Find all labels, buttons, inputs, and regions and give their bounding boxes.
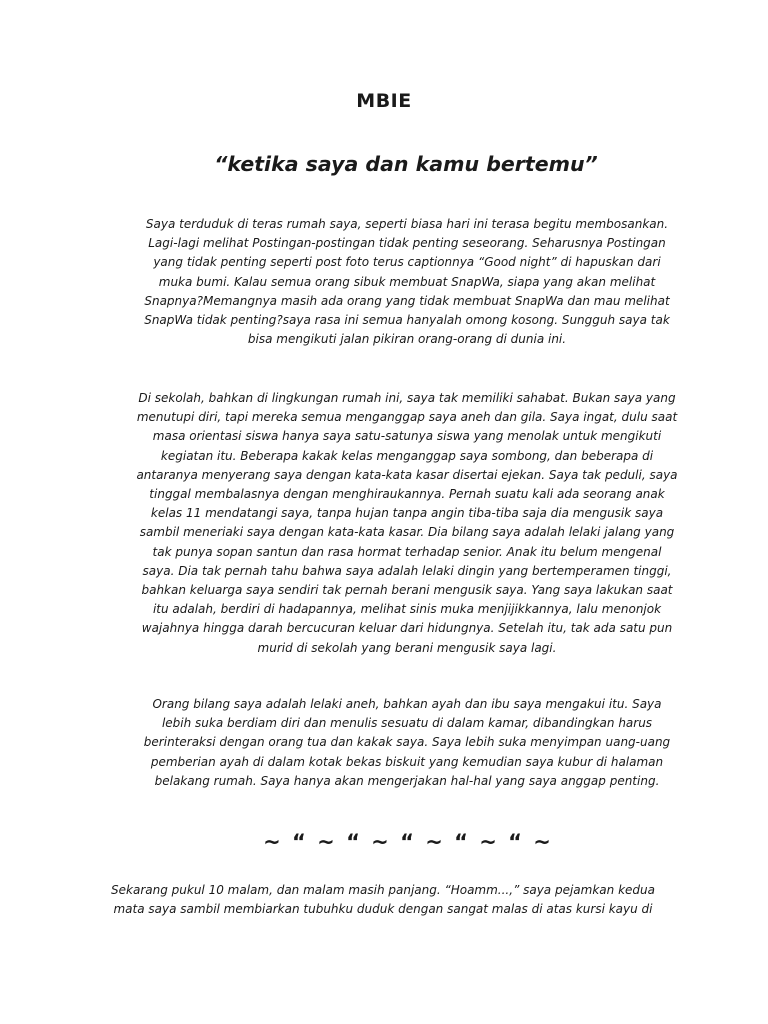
story-paragraph-4: Sekarang pukul 10 malam, dan malam masih panjang. “Hoamm...,” saya pejamkan kedua mata saya sambil membiarkan tubuhku duduk dengan sangat malas di atas kursi kayu di [111,883,655,917]
section-separator: ~ “ ~ “ ~ “ ~ “ ~ “ ~ [263,830,553,854]
story-paragraph-1: Saya terduduk di teras rumah saya, seperti biasa hari ini terasa begitu membosankan. Lagi-lagi melihat Postingan-postingan tidak penting seseorang. Seharusnya Postingan yang tidak penting seperti post foto terus captionnya “Good night” di hapuskan dari muka bumi. Kalau semua orang sibuk membuat SnapWa, siapa yang akan melihat Snapnya?Memangnya masih ada orang yang tidak membuat SnapWa dan mau melihat SnapWa tidak penting?saya rasa ini semua hanyalah omong kosong. Sungguh saya tak bisa mengikuti jalan pikiran orang-orang di dunia ini. [144,217,670,347]
story-paragraph-3: Orang bilang saya adalah lelaki aneh, bahkan ayah dan ibu saya mengakui itu. Saya lebih suka berdiam diri dan menulis sesuatu di dalam kamar, dibandingkan harus berinteraksi dengan orang tua dan kakak saya. Saya lebih suka menyimpan uang-uang pemberian ayah di dalam kotak bekas biskuit yang kemudian saya kubur di halaman belakang rumah. Saya hanya akan mengerjakan hal-hal yang saya anggap penting. [143,697,671,788]
document-subtitle: “ketika saya dan kamu bertemu” [214,152,598,176]
document-title: MBIE [356,90,412,112]
story-paragraph-2: Di sekolah, bahkan di lingkungan rumah ini, saya tak memiliki sahabat. Bukan saya yang menutupi diri, tapi mereka semua menganggap saya aneh dan gila. Saya ingat, dulu saat masa orientasi siswa hanya saya satu-satunya siswa yang menolak untuk mengikuti kegiatan itu. Beberapa kakak kelas menganggap saya sombong, dan beberapa di antaranya menyerang saya dengan kata-kata kasar disertai ejekan. Saya tak peduli, saya tinggal membalasnya dengan menghiraukannya. Pernah suatu kali ada seorang anak kelas 11 mendatangi saya, tanpa hujan tanpa angin tiba-tiba saja dia mengusik saya sambil meneriaki saya dengan kata-kata kasar. Dia bilang saya adalah lelaki jalang yang tak punya sopan santun dan rasa hormat terhadap senior. Anak itu belum mengenal saya. Dia tak pernah tahu bahwa saya adalah lelaki dingin yang bertemperamen tinggi, bahkan keluarga saya sendiri tak pernah berani mengusik saya. Yang saya lakukan saat itu adalah, berdiri di hadapannya, melihat sinis muka menjijikkannya, lalu menonjok wajahnya hingga darah bercucuran keluar dari hidungnya. Setelah itu, tak ada satu pun murid di sekolah yang berani mengusik saya lagi. [136,391,678,655]
